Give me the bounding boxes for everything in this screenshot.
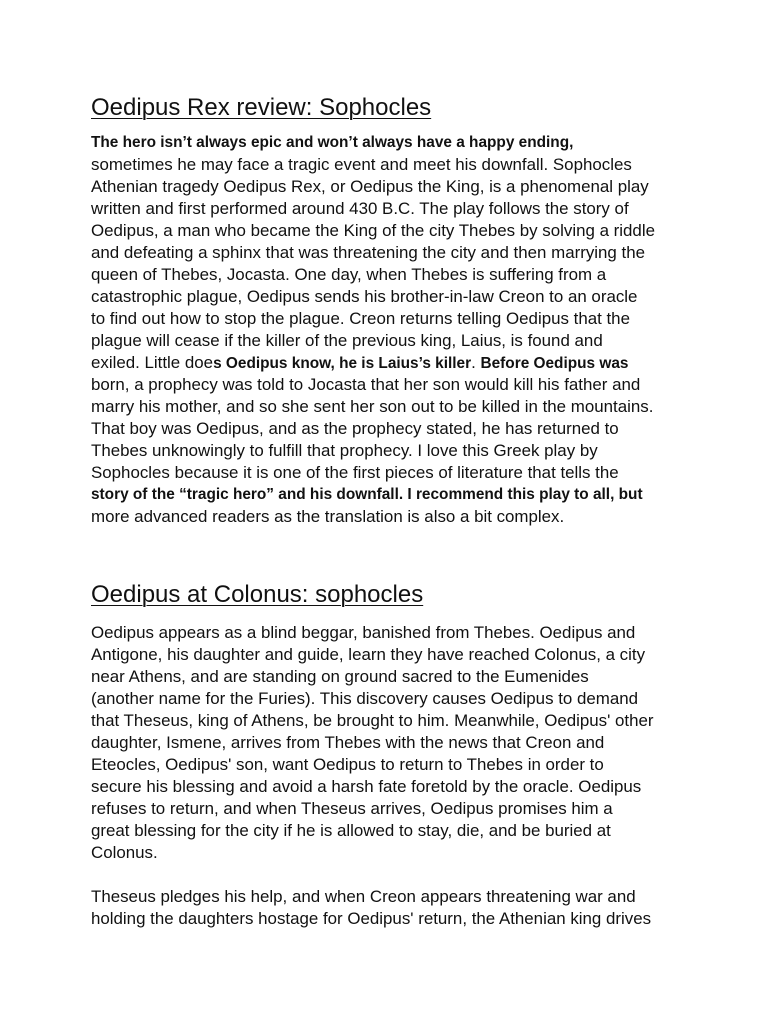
section-title-oedipus-rex: Oedipus Rex review: Sophocles [91,94,432,121]
paragraph-oedipus-rex-review [91,132,691,528]
text-segment-bold: s Oedipus know, he is Laius’s killer [213,355,472,372]
text-line: great blessing for the city if he is allowed to stay, die, and be buried at [91,821,611,840]
text-line: to find out how to stop the plague. Creon returns telling Oedipus that the [91,309,630,328]
text-line: catastrophic plague, Oedipus sends his brother-in-law Creon to an oracle [91,287,638,306]
text-line: plague will cease if the killer of the previous king, Laius, is found and [91,331,603,350]
text-line: Thebes unknowingly to fulfill that prophecy. I love this Greek play by [91,441,598,460]
text-line: marry his mother, and so she sent her son out to be killed in the mountains. [91,397,654,416]
text-line: The hero isn’t always epic and won’t always have a happy ending, [91,134,574,151]
paragraph-oedipus-at-colonus-summary [91,622,691,864]
text-line: Theseus pledges his help, and when Creon appears threatening war and [91,887,636,906]
text-line: Oedipus, a man who became the King of the city Thebes by solving a riddle [91,221,655,240]
text-line: queen of Thebes, Jocasta. One day, when Thebes is suffering from a [91,265,607,284]
text-line: (another name for the Furies). This discovery causes Oedipus to demand [91,689,639,708]
text-segment: . [471,353,481,372]
text-line: written and first performed around 430 B.C. The play follows the story of [91,199,629,218]
text-line: and defeating a sphinx that was threatening the city and then marrying the [91,243,645,262]
text-line: That boy was Oedipus, and as the prophecy stated, he has returned to [91,419,619,438]
text-line: daughter, Ismene, arrives from Thebes with the news that Creon and [91,733,605,752]
text-line: Antigone, his daughter and guide, learn they have reached Colonus, a city [91,645,646,664]
text-line: that Theseus, king of Athens, be brought to him. Meanwhile, Oedipus' other [91,711,654,730]
text-line: Colonus. [91,843,158,862]
text-line: Athenian tragedy Oedipus Rex, or Oedipus the King, is a phenomenal play [91,177,649,196]
text-segment-bold: Before Oedipus was [480,355,629,372]
text-line: more advanced readers as the translation is also a bit complex. [91,507,565,526]
section-title-oedipus-at-colonus: Oedipus at Colonus: sophocles [91,581,424,608]
text-line: Oedipus appears as a blind beggar, banished from Thebes. Oedipus and [91,623,636,642]
text-line: sometimes he may face a tragic event and meet his downfall. Sophocles [91,155,632,174]
paragraph-theseus-pledge [91,886,691,930]
text-line: holding the daughters hostage for Oedipus' return, the Athenian king drives [91,909,652,928]
text-line: Eteocles, Oedipus' son, want Oedipus to return to Thebes in order to [91,755,604,774]
text-line: story of the “tragic hero” and his downfall. I recommend this play to all, but [91,486,643,503]
text-line: refuses to return, and when Theseus arrives, Oedipus promises him a [91,799,613,818]
text-segment: exiled. Little doe [91,353,214,372]
text-line: born, a prophecy was told to Jocasta that her son would kill his father and [91,375,641,394]
text-line: secure his blessing and avoid a harsh fate foretold by the oracle. Oedipus [91,777,642,796]
text-line [91,352,691,374]
text-line: Sophocles because it is one of the first pieces of literature that tells the [91,463,619,482]
text-line: near Athens, and are standing on ground sacred to the Eumenides [91,667,589,686]
